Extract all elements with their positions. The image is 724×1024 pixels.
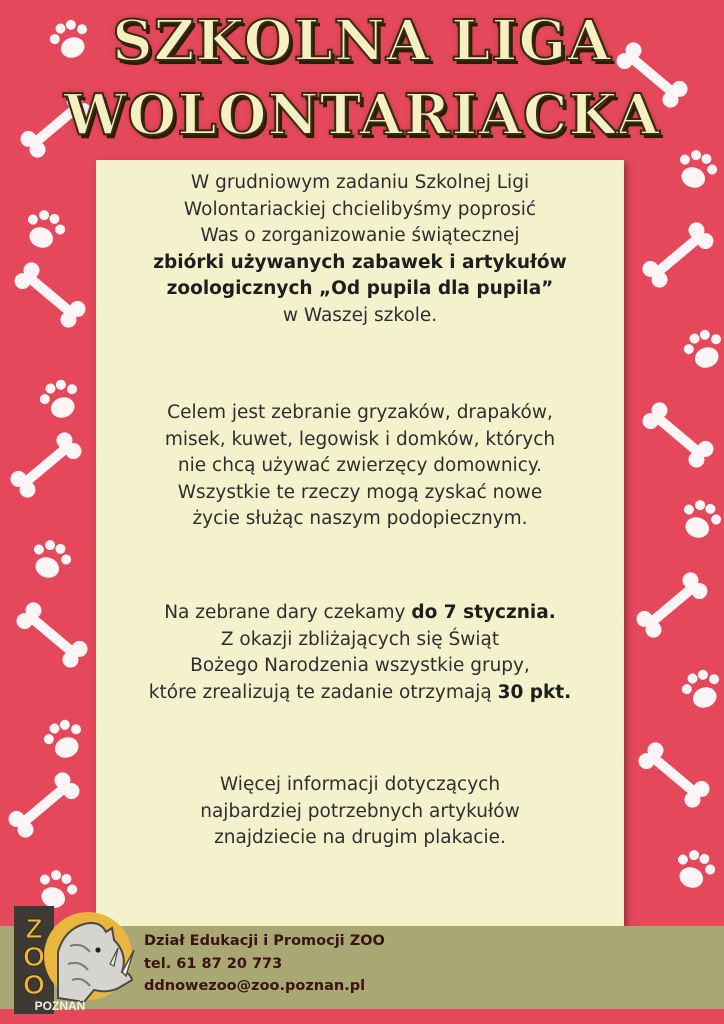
phone-number: tel. 61 87 20 773: [144, 955, 283, 972]
content-panel: [96, 160, 624, 926]
paw-icon: [34, 374, 85, 425]
text-line: Celem jest zebranie gryzaków, drapaków,: [167, 402, 553, 423]
text-line: znajdziecie na drugim plakacie.: [214, 827, 506, 848]
text-line: Wszystkie te rzeczy mogą zyskać nowe: [177, 481, 543, 503]
text-line: Z okazji zbliżających się Świąt: [220, 628, 500, 650]
contact-info: [144, 930, 385, 998]
paw-icon: [24, 534, 75, 585]
deadline-paragraph: [96, 600, 624, 706]
text-line: misek, kuwet, legowisk i domków, których: [164, 428, 556, 450]
text-line: Na zebrane dary czekamy: [164, 602, 412, 623]
bone-icon: [10, 597, 94, 674]
svg-text:POZNAŃ: POZNAŃ: [34, 999, 86, 1013]
email-address: ddnowezoo@zoo.poznan.pl: [144, 978, 366, 994]
paw-icon: [676, 664, 724, 715]
intro-paragraph: [96, 170, 624, 329]
text-line: w Waszej szkole.: [282, 304, 438, 326]
poster-title-line-1: SZKOLNA LIGA: [112, 8, 612, 74]
text-line: nie chcą używać zwierzęcy domownicy.: [177, 455, 543, 476]
paw-icon: [670, 144, 721, 195]
svg-text:O: O: [23, 969, 45, 1000]
text-line: Was o zorganizowanie świątecznej: [200, 225, 520, 246]
paw-icon: [18, 204, 69, 255]
text-line: Bożego Narodzenia wszystkie grupy,: [190, 655, 530, 676]
bone-icon: [636, 397, 720, 474]
bone-icon: [630, 567, 714, 644]
text-line: Wolontariackiej chcielibyśmy poprosić: [183, 198, 537, 220]
svg-text:Z: Z: [25, 913, 43, 944]
deadline-date: do 7 stycznia.: [411, 602, 556, 623]
bone-icon: [8, 257, 92, 334]
bone-icon: [636, 217, 720, 294]
text-line: które zrealizują te zadanie otrzymają: [148, 681, 498, 703]
text-line: życie służąc naszym podopiecznym.: [192, 508, 528, 529]
paw-icon: [38, 714, 89, 765]
points-award: 30 pkt.: [497, 681, 572, 703]
bone-icon: [2, 767, 86, 844]
text-line: najbardziej potrzebnych artykułów: [200, 800, 520, 822]
more-info-paragraph: [96, 772, 624, 852]
bone-icon: [4, 427, 88, 504]
text-line: Więcej informacji dotyczących: [219, 774, 501, 795]
highlight-text: zoologicznych „Od pupila dla pupila”: [166, 278, 554, 299]
zoo-poznan-logo: [14, 906, 136, 1014]
goal-paragraph: [96, 400, 624, 533]
poster-title-line-2: WOLONTARIACKA: [63, 82, 661, 148]
department-name: Dział Edukacji i Promocji ZOO: [144, 933, 385, 949]
paw-icon: [674, 494, 724, 545]
svg-text:O: O: [23, 941, 45, 972]
paw-icon: [668, 844, 719, 895]
highlight-text: zbiórki używanych zabawek i artykułów: [153, 251, 567, 273]
paw-icon: [678, 324, 724, 375]
bone-icon: [632, 737, 716, 814]
text-line: W grudniowym zadaniu Szkolnej Ligi: [190, 172, 530, 193]
